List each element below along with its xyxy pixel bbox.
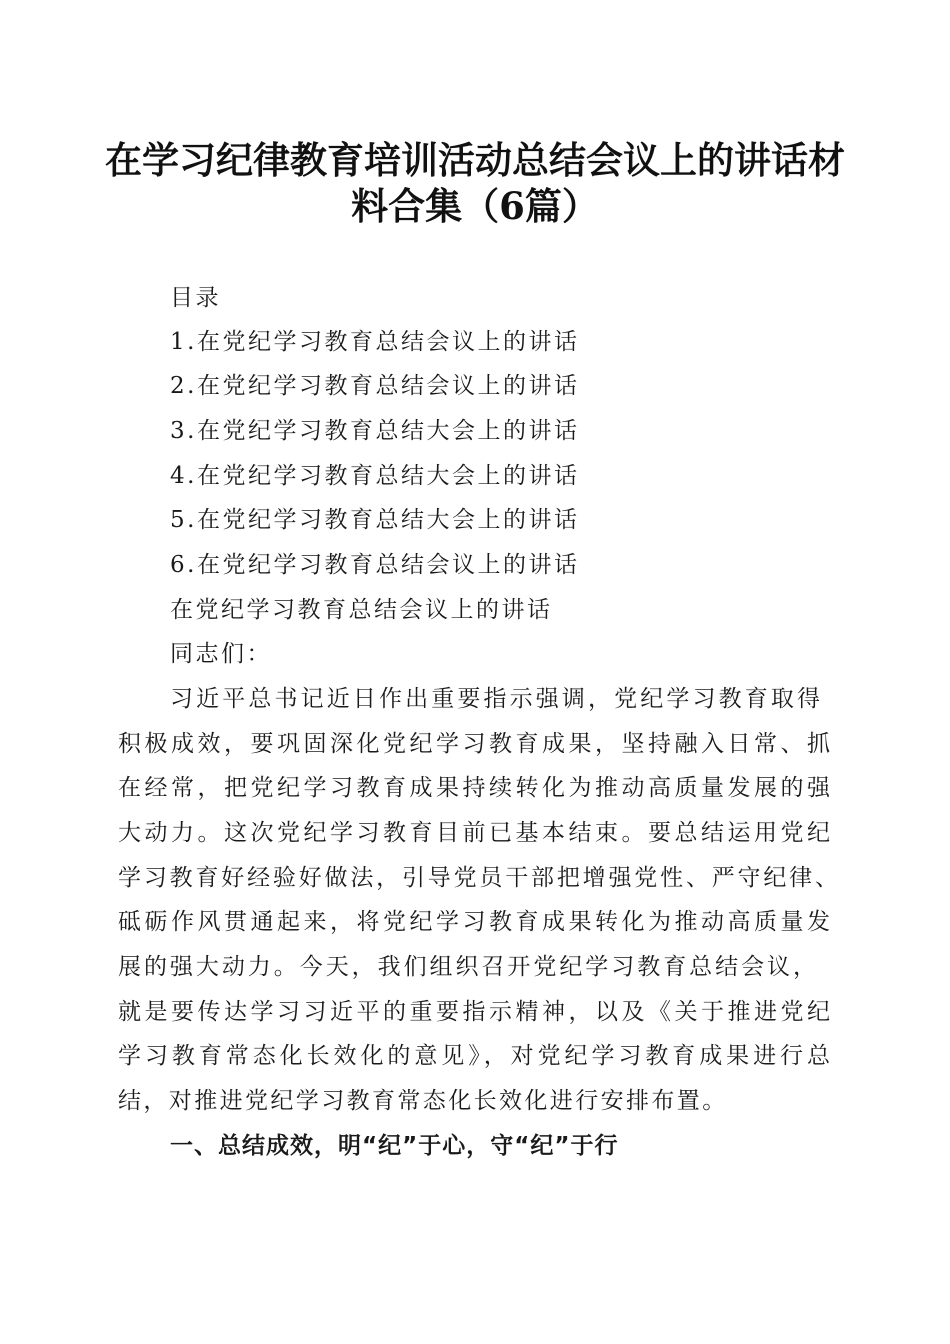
paragraph-line: 砥砺作风贯通起来，将党纪学习教育成果转化为推动高质量发	[118, 909, 830, 935]
paragraph-line: 在经常，把党纪学习教育成果持续转化为推动高质量发展的强	[118, 775, 830, 801]
toc-item: 5.在党纪学习教育总结大会上的讲话	[170, 507, 580, 533]
toc-item: 4.在党纪学习教育总结大会上的讲话	[170, 463, 580, 489]
toc-item: 1.在党纪学习教育总结会议上的讲话	[170, 329, 580, 355]
paragraph-line: 结，对推进党纪学习教育常态化长效化进行安排布置。	[118, 1088, 728, 1114]
paragraph-line: 就是要传达学习习近平的重要指示精神，以及《关于推进党纪	[118, 999, 830, 1025]
paragraph-line: 积极成效，要巩固深化党纪学习教育成果，坚持融入日常、抓	[118, 731, 830, 757]
toc-item: 2.在党纪学习教育总结会议上的讲话	[170, 373, 580, 399]
paragraph-line: 学习教育好经验好做法，引导党员干部把增强党性、严守纪律、	[118, 865, 838, 891]
section-heading: 一、总结成效，明“纪”于心，守“纪”于行	[170, 1133, 619, 1159]
paragraph-line: 习近平总书记近日作出重要指示强调，党纪学习教育取得	[170, 686, 820, 712]
toc-label: 目录	[170, 285, 221, 311]
paragraph-line: 学习教育常态化长效化的意见》，对党纪学习教育成果进行总	[118, 1043, 830, 1069]
document-title-line-1: 在学习纪律教育培训活动总结会议上的讲话材	[105, 138, 845, 182]
toc-item: 3.在党纪学习教育总结大会上的讲话	[170, 418, 580, 444]
paragraph-line: 大动力。这次党纪学习教育目前已基本结束。要总结运用党纪	[118, 820, 830, 846]
speech-title: 在党纪学习教育总结会议上的讲话	[170, 597, 553, 623]
document-title-line-2: 料合集（6篇）	[351, 184, 599, 228]
salutation: 同志们：	[170, 641, 272, 667]
toc-item: 6.在党纪学习教育总结会议上的讲话	[170, 552, 580, 578]
paragraph-line: 展的强大动力。今天，我们组织召开党纪学习教育总结会议，	[118, 954, 816, 980]
